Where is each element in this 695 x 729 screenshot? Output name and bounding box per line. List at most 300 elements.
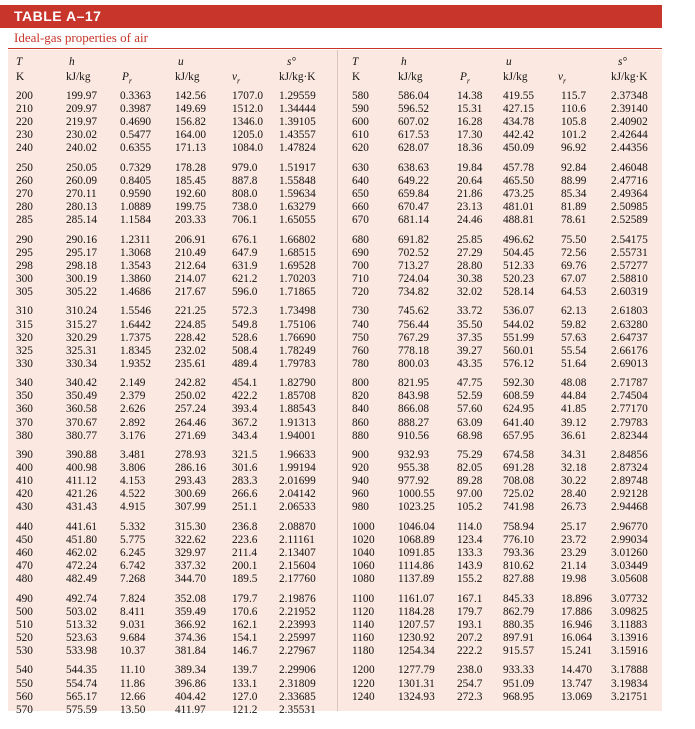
right-temperature-cell: 1200 bbox=[352, 664, 375, 677]
right-temperature-cell: 1160 bbox=[352, 631, 375, 644]
right-enthalpy-cell: 702.52 bbox=[398, 246, 430, 259]
left-internal-energy-cell: 250.02 bbox=[175, 390, 207, 403]
left-enthalpy-cell: 199.97 bbox=[66, 90, 98, 102]
left-entropy-cell: 2.17760 bbox=[279, 573, 316, 586]
left-internal-energy-cell: 300.69 bbox=[175, 488, 207, 501]
left-relative-pressure-cell: 2.892 bbox=[120, 416, 146, 429]
left-internal-energy-cell: 329.97 bbox=[175, 547, 207, 559]
right-header-unit-relative-pressure: $P_r$ bbox=[460, 71, 471, 86]
left-header-unit-entropy: kJ/kg·K bbox=[279, 71, 316, 83]
right-enthalpy-cell: 1324.93 bbox=[398, 690, 435, 703]
right-temperature-cell: 780 bbox=[352, 357, 369, 370]
right-enthalpy-cell: 1301.31 bbox=[398, 677, 435, 690]
right-entropy-cell: 3.01260 bbox=[611, 547, 648, 559]
right-entropy-cell: 2.79783 bbox=[611, 416, 648, 429]
left-relative-pressure-cell: 0.3987 bbox=[120, 103, 152, 116]
right-internal-energy-cell: 624.95 bbox=[503, 403, 535, 416]
left-temperature-cell: 530 bbox=[16, 645, 33, 657]
right-relative-pressure-cell: 57.60 bbox=[457, 403, 483, 416]
right-internal-energy-cell: 810.62 bbox=[503, 560, 535, 573]
left-internal-energy-cell: 257.24 bbox=[175, 403, 207, 416]
left-internal-energy-cell: 199.75 bbox=[175, 201, 207, 214]
right-enthalpy-cell: 888.27 bbox=[398, 416, 430, 429]
right-enthalpy-cell: 1184.28 bbox=[398, 605, 435, 618]
left-relative-volume-cell: 266.6 bbox=[232, 488, 258, 501]
left-enthalpy-cell: 285.14 bbox=[66, 214, 98, 227]
right-enthalpy-cell: 932.93 bbox=[398, 449, 430, 461]
left-temperature-cell: 380 bbox=[16, 429, 33, 442]
right-internal-energy-cell: 520.23 bbox=[503, 272, 535, 285]
left-entropy-cell: 1.47824 bbox=[279, 142, 316, 155]
left-relative-pressure-cell: 1.1584 bbox=[120, 214, 152, 227]
left-relative-pressure-cell: 6.245 bbox=[120, 547, 146, 559]
right-relative-pressure-cell: 35.50 bbox=[457, 318, 483, 331]
left-internal-energy-cell: 221.25 bbox=[175, 305, 207, 318]
left-relative-pressure-cell: 5.332 bbox=[120, 520, 146, 533]
right-entropy-cell: 2.77170 bbox=[611, 403, 648, 416]
left-relative-volume-cell: 1205.0 bbox=[232, 129, 264, 142]
left-internal-energy-cell: 374.36 bbox=[175, 631, 207, 644]
right-temperature-cell: 1240 bbox=[352, 690, 375, 703]
left-enthalpy-cell: 523.63 bbox=[66, 631, 98, 644]
right-internal-energy-cell: 691.28 bbox=[503, 462, 535, 475]
right-temperature-cell: 1220 bbox=[352, 677, 375, 690]
left-entropy-cell: 2.08870 bbox=[279, 520, 316, 533]
right-relative-pressure-cell: 179.7 bbox=[457, 605, 483, 618]
left-temperature-cell: 510 bbox=[16, 618, 33, 631]
left-relative-volume-cell: 127.0 bbox=[232, 690, 258, 703]
right-temperature-cell: 600 bbox=[352, 116, 369, 129]
left-relative-volume-cell: 367.2 bbox=[232, 416, 258, 429]
column-divider bbox=[337, 50, 338, 711]
left-enthalpy-cell: 260.09 bbox=[66, 174, 98, 187]
left-relative-pressure-cell: 6.742 bbox=[120, 560, 146, 573]
left-header-unit-internal-energy: kJ/kg bbox=[175, 71, 200, 83]
right-relative-pressure-cell: 37.35 bbox=[457, 331, 483, 344]
left-relative-volume-cell: 676.1 bbox=[232, 233, 258, 246]
left-internal-energy-cell: 352.08 bbox=[175, 592, 207, 605]
left-entropy-cell: 1.88543 bbox=[279, 403, 316, 416]
right-enthalpy-cell: 767.29 bbox=[398, 331, 430, 344]
left-enthalpy-cell: 472.24 bbox=[66, 560, 98, 573]
right-entropy-cell: 2.47716 bbox=[611, 174, 648, 187]
right-enthalpy-cell: 977.92 bbox=[398, 475, 430, 488]
left-temperature-cell: 305 bbox=[16, 286, 33, 298]
left-relative-pressure-cell: 12.66 bbox=[120, 690, 146, 703]
left-temperature-cell: 420 bbox=[16, 488, 33, 501]
right-relative-volume-cell: 64.53 bbox=[561, 286, 587, 298]
left-temperature-cell: 560 bbox=[16, 690, 33, 703]
right-enthalpy-cell: 649.22 bbox=[398, 174, 430, 187]
left-relative-volume-cell: 133.1 bbox=[232, 677, 258, 690]
right-internal-energy-cell: 827.88 bbox=[503, 573, 535, 586]
left-entropy-cell: 1.73498 bbox=[279, 305, 316, 318]
left-relative-volume-cell: 189.5 bbox=[232, 573, 258, 586]
right-internal-energy-cell: 473.25 bbox=[503, 188, 535, 200]
left-entropy-cell: 2.23993 bbox=[279, 618, 316, 631]
left-temperature-cell: 490 bbox=[16, 592, 33, 605]
left-enthalpy-cell: 380.77 bbox=[66, 429, 98, 442]
left-entropy-cell: 2.35531 bbox=[279, 703, 316, 716]
left-relative-volume-cell: 170.6 bbox=[232, 605, 258, 618]
right-enthalpy-cell: 1207.57 bbox=[398, 618, 435, 631]
right-enthalpy-cell: 1068.89 bbox=[398, 533, 435, 546]
left-entropy-cell: 2.31809 bbox=[279, 677, 316, 690]
right-enthalpy-cell: 659.84 bbox=[398, 188, 430, 200]
right-enthalpy-cell: 955.38 bbox=[398, 462, 430, 475]
right-internal-energy-cell: 544.02 bbox=[503, 318, 535, 331]
left-temperature-cell: 310 bbox=[16, 305, 33, 318]
right-temperature-cell: 760 bbox=[352, 344, 369, 357]
right-header-unit-internal-energy: kJ/kg bbox=[503, 71, 528, 83]
left-entropy-cell: 2.25997 bbox=[279, 631, 316, 644]
right-header-symbol-enthalpy: h bbox=[401, 56, 407, 68]
left-relative-volume-cell: 223.6 bbox=[232, 533, 258, 546]
right-relative-volume-cell: 96.92 bbox=[561, 142, 587, 155]
left-header-symbol-entropy: s° bbox=[287, 56, 296, 68]
left-enthalpy-cell: 240.02 bbox=[66, 142, 98, 155]
right-internal-energy-cell: 457.78 bbox=[503, 161, 535, 174]
left-relative-pressure-cell: 7.824 bbox=[120, 592, 146, 605]
right-enthalpy-cell: 628.07 bbox=[398, 142, 430, 155]
left-relative-pressure-cell: 1.6442 bbox=[120, 318, 152, 331]
right-temperature-cell: 920 bbox=[352, 462, 369, 475]
left-entropy-cell: 2.13407 bbox=[279, 547, 316, 559]
left-entropy-cell: 2.15604 bbox=[279, 560, 316, 573]
right-relative-pressure-cell: 75.29 bbox=[457, 449, 483, 461]
right-relative-pressure-cell: 27.29 bbox=[457, 246, 483, 259]
right-entropy-cell: 3.21751 bbox=[611, 690, 648, 703]
left-relative-pressure-cell: 0.6355 bbox=[120, 142, 152, 155]
right-internal-energy-cell: 488.81 bbox=[503, 214, 535, 227]
left-internal-energy-cell: 396.86 bbox=[175, 677, 207, 690]
right-relative-pressure-cell: 52.59 bbox=[457, 390, 483, 403]
left-internal-energy-cell: 210.49 bbox=[175, 246, 207, 259]
left-relative-volume-cell: 508.4 bbox=[232, 344, 258, 357]
left-entropy-cell: 1.91313 bbox=[279, 416, 316, 429]
right-entropy-cell: 3.19834 bbox=[611, 677, 648, 690]
left-enthalpy-cell: 451.80 bbox=[66, 533, 98, 546]
left-temperature-cell: 400 bbox=[16, 462, 33, 475]
right-entropy-cell: 3.03449 bbox=[611, 560, 648, 573]
left-relative-pressure-cell: 11.86 bbox=[120, 677, 145, 690]
right-enthalpy-cell: 778.18 bbox=[398, 344, 430, 357]
right-header-unit-relative-volume: $v_r$ bbox=[558, 71, 567, 86]
left-enthalpy-cell: 219.97 bbox=[66, 116, 98, 129]
left-relative-pressure-cell: 0.4690 bbox=[120, 116, 152, 129]
right-internal-energy-cell: 968.95 bbox=[503, 690, 535, 703]
right-entropy-cell: 2.94468 bbox=[611, 501, 648, 514]
left-relative-volume-cell: 738.0 bbox=[232, 201, 258, 214]
header-top-rule bbox=[8, 48, 662, 49]
table-title-bar bbox=[0, 5, 662, 28]
right-relative-volume-cell: 57.63 bbox=[561, 331, 587, 344]
right-enthalpy-cell: 843.98 bbox=[398, 390, 430, 403]
right-internal-energy-cell: 657.95 bbox=[503, 429, 535, 442]
right-entropy-cell: 2.63280 bbox=[611, 318, 648, 331]
left-entropy-cell: 1.82790 bbox=[279, 377, 316, 390]
left-internal-energy-cell: 278.93 bbox=[175, 449, 207, 461]
left-enthalpy-cell: 565.17 bbox=[66, 690, 98, 703]
left-internal-energy-cell: 206.91 bbox=[175, 233, 207, 246]
right-relative-volume-cell: 59.82 bbox=[561, 318, 587, 331]
left-relative-volume-cell: 139.7 bbox=[232, 664, 258, 677]
right-temperature-cell: 1120 bbox=[352, 605, 375, 618]
right-enthalpy-cell: 800.03 bbox=[398, 357, 430, 370]
left-temperature-cell: 298 bbox=[16, 259, 33, 272]
right-temperature-cell: 1100 bbox=[352, 592, 375, 605]
left-enthalpy-cell: 431.43 bbox=[66, 501, 98, 514]
left-temperature-cell: 520 bbox=[16, 631, 33, 644]
right-relative-volume-cell: 18.896 bbox=[561, 592, 593, 605]
left-relative-pressure-cell: 1.3068 bbox=[120, 246, 152, 259]
left-entropy-cell: 1.94001 bbox=[279, 429, 316, 442]
left-header-symbol-enthalpy: h bbox=[69, 56, 75, 68]
right-relative-pressure-cell: 24.46 bbox=[457, 214, 483, 227]
left-enthalpy-cell: 350.49 bbox=[66, 390, 98, 403]
right-enthalpy-cell: 1046.04 bbox=[398, 520, 435, 533]
left-enthalpy-cell: 533.98 bbox=[66, 645, 98, 657]
right-enthalpy-cell: 681.14 bbox=[398, 214, 430, 227]
right-relative-volume-cell: 105.8 bbox=[561, 116, 587, 129]
right-entropy-cell: 2.39140 bbox=[611, 103, 648, 116]
right-relative-pressure-cell: 14.38 bbox=[457, 90, 483, 102]
right-temperature-cell: 740 bbox=[352, 318, 369, 331]
right-relative-pressure-cell: 193.1 bbox=[457, 618, 483, 631]
right-relative-pressure-cell: 17.30 bbox=[457, 129, 483, 142]
right-relative-pressure-cell: 30.38 bbox=[457, 272, 483, 285]
left-relative-pressure-cell: 1.7375 bbox=[120, 331, 152, 344]
left-relative-pressure-cell: 0.9590 bbox=[120, 188, 152, 200]
left-internal-energy-cell: 192.60 bbox=[175, 188, 207, 200]
left-entropy-cell: 1.96633 bbox=[279, 449, 316, 461]
right-temperature-cell: 940 bbox=[352, 475, 369, 488]
left-temperature-cell: 390 bbox=[16, 449, 33, 461]
left-enthalpy-cell: 554.74 bbox=[66, 677, 98, 690]
left-relative-volume-cell: 236.8 bbox=[232, 520, 258, 533]
left-header-unit-relative-pressure: $P_r$ bbox=[122, 71, 133, 86]
left-internal-energy-cell: 228.42 bbox=[175, 331, 207, 344]
right-entropy-cell: 3.09825 bbox=[611, 605, 648, 618]
left-relative-pressure-cell: 3.481 bbox=[120, 449, 146, 461]
left-relative-pressure-cell: 1.2311 bbox=[120, 233, 151, 246]
right-temperature-cell: 1040 bbox=[352, 547, 375, 559]
left-enthalpy-cell: 325.31 bbox=[66, 344, 98, 357]
right-entropy-cell: 2.55731 bbox=[611, 246, 648, 259]
left-temperature-cell: 360 bbox=[16, 403, 33, 416]
right-relative-volume-cell: 75.50 bbox=[561, 233, 587, 246]
right-entropy-cell: 3.07732 bbox=[611, 592, 648, 605]
left-relative-pressure-cell: 13.50 bbox=[120, 703, 146, 716]
left-entropy-cell: 2.29906 bbox=[279, 664, 316, 677]
left-internal-energy-cell: 264.46 bbox=[175, 416, 207, 429]
right-entropy-cell: 2.64737 bbox=[611, 331, 648, 344]
right-relative-pressure-cell: 47.75 bbox=[457, 377, 483, 390]
left-internal-energy-cell: 171.13 bbox=[175, 142, 207, 155]
left-enthalpy-cell: 295.17 bbox=[66, 246, 98, 259]
left-relative-pressure-cell: 5.775 bbox=[120, 533, 146, 546]
right-relative-pressure-cell: 272.3 bbox=[457, 690, 483, 703]
right-entropy-cell: 2.60319 bbox=[611, 286, 648, 298]
left-enthalpy-cell: 411.12 bbox=[66, 475, 97, 488]
left-header-symbol-internal-energy: u bbox=[178, 56, 184, 68]
left-entropy-cell: 1.78249 bbox=[279, 344, 316, 357]
left-internal-energy-cell: 322.62 bbox=[175, 533, 207, 546]
left-relative-volume-cell: 1346.0 bbox=[232, 116, 264, 129]
left-temperature-cell: 460 bbox=[16, 547, 33, 559]
right-temperature-cell: 980 bbox=[352, 501, 369, 514]
right-entropy-cell: 2.49364 bbox=[611, 188, 648, 200]
right-entropy-cell: 2.82344 bbox=[611, 429, 648, 442]
right-relative-volume-cell: 34.31 bbox=[561, 449, 587, 461]
left-header-symbol-temperature: T bbox=[16, 56, 23, 68]
right-enthalpy-cell: 1254.34 bbox=[398, 645, 435, 657]
left-relative-volume-cell: 887.8 bbox=[232, 174, 258, 187]
right-enthalpy-cell: 638.63 bbox=[398, 161, 430, 174]
right-relative-pressure-cell: 167.1 bbox=[457, 592, 483, 605]
right-entropy-cell: 2.92128 bbox=[611, 488, 648, 501]
right-relative-pressure-cell: 133.3 bbox=[457, 547, 483, 559]
right-relative-pressure-cell: 16.28 bbox=[457, 116, 483, 129]
right-temperature-cell: 750 bbox=[352, 331, 369, 344]
left-relative-pressure-cell: 4.153 bbox=[120, 475, 146, 488]
right-relative-volume-cell: 85.34 bbox=[561, 188, 587, 200]
left-relative-pressure-cell: 1.9352 bbox=[120, 357, 152, 370]
right-entropy-cell: 2.99034 bbox=[611, 533, 648, 546]
left-entropy-cell: 1.34444 bbox=[279, 103, 316, 116]
table-title: TABLE A–17 bbox=[14, 8, 102, 24]
left-relative-volume-cell: 283.3 bbox=[232, 475, 258, 488]
right-entropy-cell: 2.84856 bbox=[611, 449, 648, 461]
left-internal-energy-cell: 232.02 bbox=[175, 344, 207, 357]
right-entropy-cell: 2.44356 bbox=[611, 142, 648, 155]
left-temperature-cell: 290 bbox=[16, 233, 33, 246]
left-relative-pressure-cell: 7.268 bbox=[120, 573, 146, 586]
left-relative-volume-cell: 200.1 bbox=[232, 560, 258, 573]
left-entropy-cell: 1.55848 bbox=[279, 174, 316, 187]
left-relative-pressure-cell: 2.379 bbox=[120, 390, 146, 403]
left-relative-pressure-cell: 1.0889 bbox=[120, 201, 152, 214]
left-internal-energy-cell: 411.97 bbox=[175, 703, 206, 716]
left-relative-pressure-cell: 1.5546 bbox=[120, 305, 152, 318]
right-relative-volume-cell: 16.064 bbox=[561, 631, 593, 644]
left-temperature-cell: 295 bbox=[16, 246, 33, 259]
left-temperature-cell: 500 bbox=[16, 605, 33, 618]
left-relative-volume-cell: 211.4 bbox=[232, 547, 257, 559]
left-internal-energy-cell: 381.84 bbox=[175, 645, 207, 657]
right-relative-volume-cell: 41.85 bbox=[561, 403, 587, 416]
left-relative-pressure-cell: 8.411 bbox=[120, 605, 145, 618]
right-temperature-cell: 1000 bbox=[352, 520, 375, 533]
left-entropy-cell: 1.63279 bbox=[279, 201, 316, 214]
left-entropy-cell: 1.69528 bbox=[279, 259, 316, 272]
left-internal-energy-cell: 212.64 bbox=[175, 259, 207, 272]
right-entropy-cell: 2.57277 bbox=[611, 259, 648, 272]
left-entropy-cell: 1.75106 bbox=[279, 318, 316, 331]
left-temperature-cell: 230 bbox=[16, 129, 33, 142]
right-temperature-cell: 840 bbox=[352, 403, 369, 416]
left-relative-pressure-cell: 3.806 bbox=[120, 462, 146, 475]
right-enthalpy-cell: 724.04 bbox=[398, 272, 430, 285]
left-header-unit-temperature: K bbox=[16, 71, 25, 83]
left-internal-energy-cell: 344.70 bbox=[175, 573, 207, 586]
right-relative-pressure-cell: 21.86 bbox=[457, 188, 483, 200]
right-entropy-cell: 3.17888 bbox=[611, 664, 648, 677]
left-internal-energy-cell: 185.45 bbox=[175, 174, 207, 187]
left-temperature-cell: 450 bbox=[16, 533, 33, 546]
left-entropy-cell: 2.33685 bbox=[279, 690, 316, 703]
left-temperature-cell: 540 bbox=[16, 664, 33, 677]
left-enthalpy-cell: 290.16 bbox=[66, 233, 98, 246]
right-relative-volume-cell: 14.470 bbox=[561, 664, 593, 677]
right-internal-energy-cell: 915.57 bbox=[503, 645, 535, 657]
right-enthalpy-cell: 756.44 bbox=[398, 318, 430, 331]
right-entropy-cell: 2.96770 bbox=[611, 520, 648, 533]
left-relative-volume-cell: 393.4 bbox=[232, 403, 258, 416]
right-temperature-cell: 730 bbox=[352, 305, 369, 318]
left-relative-pressure-cell: 1.3860 bbox=[120, 272, 152, 285]
left-relative-volume-cell: 489.4 bbox=[232, 357, 258, 370]
left-relative-volume-cell: 1707.0 bbox=[232, 90, 264, 102]
left-temperature-cell: 300 bbox=[16, 272, 33, 285]
right-relative-volume-cell: 23.72 bbox=[561, 533, 587, 546]
left-relative-volume-cell: 179.7 bbox=[232, 592, 258, 605]
right-entropy-cell: 2.50985 bbox=[611, 201, 648, 214]
left-relative-volume-cell: 321.5 bbox=[232, 449, 258, 461]
left-relative-volume-cell: 454.1 bbox=[232, 377, 258, 390]
left-relative-volume-cell: 808.0 bbox=[232, 188, 258, 200]
left-enthalpy-cell: 209.97 bbox=[66, 103, 98, 116]
right-relative-pressure-cell: 18.36 bbox=[457, 142, 483, 155]
left-relative-pressure-cell: 9.031 bbox=[120, 618, 146, 631]
right-relative-pressure-cell: 114.0 bbox=[457, 520, 482, 533]
right-relative-volume-cell: 48.08 bbox=[561, 377, 587, 390]
right-relative-volume-cell: 25.17 bbox=[561, 520, 587, 533]
left-temperature-cell: 250 bbox=[16, 161, 33, 174]
left-enthalpy-cell: 400.98 bbox=[66, 462, 98, 475]
left-enthalpy-cell: 305.22 bbox=[66, 286, 98, 298]
left-internal-energy-cell: 271.69 bbox=[175, 429, 207, 442]
left-temperature-cell: 220 bbox=[16, 116, 33, 129]
right-relative-volume-cell: 62.13 bbox=[561, 305, 587, 318]
right-internal-energy-cell: 536.07 bbox=[503, 305, 535, 318]
left-temperature-cell: 570 bbox=[16, 703, 33, 716]
right-entropy-cell: 3.13916 bbox=[611, 631, 648, 644]
left-internal-energy-cell: 389.34 bbox=[175, 664, 207, 677]
right-internal-energy-cell: 442.42 bbox=[503, 129, 535, 142]
right-internal-energy-cell: 845.33 bbox=[503, 592, 535, 605]
right-relative-pressure-cell: 68.98 bbox=[457, 429, 483, 442]
right-entropy-cell: 2.37348 bbox=[611, 90, 648, 102]
right-temperature-cell: 1180 bbox=[352, 645, 375, 657]
left-entropy-cell: 1.59634 bbox=[279, 188, 316, 200]
left-relative-pressure-cell: 9.684 bbox=[120, 631, 146, 644]
left-internal-energy-cell: 224.85 bbox=[175, 318, 207, 331]
right-internal-energy-cell: 862.79 bbox=[503, 605, 535, 618]
left-entropy-cell: 2.06533 bbox=[279, 501, 316, 514]
right-internal-energy-cell: 450.09 bbox=[503, 142, 535, 155]
left-temperature-cell: 440 bbox=[16, 520, 33, 533]
left-internal-energy-cell: 242.82 bbox=[175, 377, 207, 390]
right-internal-energy-cell: 608.59 bbox=[503, 390, 535, 403]
left-internal-energy-cell: 359.49 bbox=[175, 605, 207, 618]
right-entropy-cell: 2.42644 bbox=[611, 129, 648, 142]
right-internal-energy-cell: 496.62 bbox=[503, 233, 535, 246]
left-internal-energy-cell: 217.67 bbox=[175, 286, 207, 298]
right-temperature-cell: 820 bbox=[352, 390, 369, 403]
right-enthalpy-cell: 691.82 bbox=[398, 233, 430, 246]
right-internal-energy-cell: 576.12 bbox=[503, 357, 535, 370]
